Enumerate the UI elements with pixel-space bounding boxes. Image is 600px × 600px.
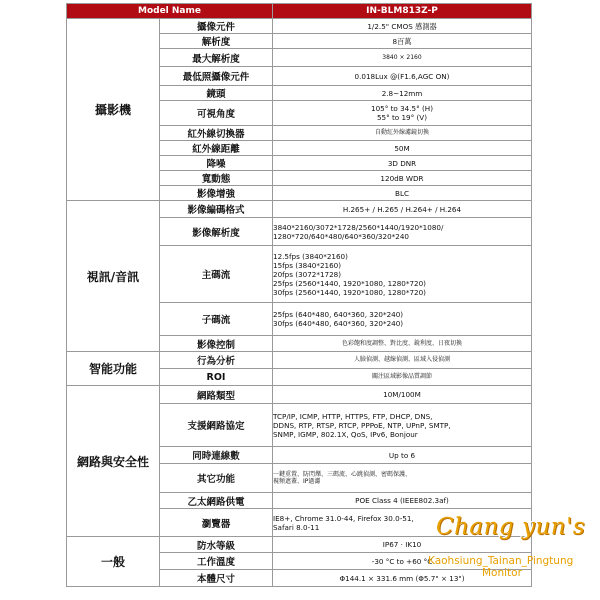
spec-body — [67, 19, 532, 587]
spec-value: TCP/IP, ICMP, HTTP, HTTPS, FTP, DHCP, DNS, DDNS, RTP, RTSP, RTCP, PPPoE, NTP, UPnP, SMTP, SNMP, IGMP, 802.1X, QoS, IPv6, Bonjour — [273, 404, 532, 447]
spec-label: 影像增強 — [160, 186, 273, 201]
spec-value: 色彩飽和度調整、對比度、銳利度、日夜切換 — [273, 336, 532, 352]
spec-label: 寬動態 — [160, 171, 273, 186]
spec-value: 人臉偵測、越線偵測、區域入侵偵測 — [273, 352, 532, 369]
spec-label: 其它功能 — [160, 464, 273, 493]
spec-row — [67, 19, 532, 34]
spec-label: 最大解析度 — [160, 49, 273, 67]
spec-value: 1/2.5" CMOS 感測器 — [273, 19, 532, 34]
category-video-audio: 視訊/音訊 — [67, 201, 160, 352]
watermark-title: Chang yun's — [436, 514, 586, 540]
category-camera: 攝影機 — [67, 19, 160, 201]
spec-value: 3840*2160/3072*1728/2560*1440/1920*1080/ 1280*720/640*480/640*360/320*240 — [273, 218, 532, 246]
spec-label: 防水等級 — [160, 537, 273, 553]
spec-label: 影像解析度 — [160, 218, 273, 246]
spec-label: 影像控制 — [160, 336, 273, 352]
spec-label: 乙太網路供電 — [160, 493, 273, 509]
spec-value: 10M/100M — [273, 386, 532, 404]
spec-label: 紅外線距離 — [160, 141, 273, 156]
spec-value: Φ144.1 × 331.6 mm (Φ5.7" × 13") — [273, 570, 532, 587]
spec-value: Up to 6 — [273, 447, 532, 464]
spec-label: 主碼流 — [160, 246, 273, 303]
spec-label: 解析度 — [160, 34, 273, 49]
spec-label: 可視角度 — [160, 101, 273, 126]
spec-label: 瀏覽器 — [160, 509, 273, 537]
spec-value: 12.5fps (3840*2160) 15fps (3840*2160) 20fps (3072*1728) 25fps (2560*1440, 1920*1080, 1280*720) 30fps (2560*1440, 1920*1080, 1280*720) — [273, 246, 532, 303]
spec-value: BLC — [273, 186, 532, 201]
model-name-header: Model Name — [67, 4, 273, 19]
spec-row — [67, 537, 532, 553]
spec-value: 25fps (640*480, 640*360, 320*240) 30fps (640*480, 640*360, 320*240) — [273, 303, 532, 336]
spec-value: 關注區域影像品質調節 — [273, 369, 532, 386]
spec-value: POE Class 4 (IEEE802.3af) — [273, 493, 532, 509]
model-number-header: IN-BLM813Z-P — [273, 4, 532, 19]
spec-row — [67, 201, 532, 218]
spec-value: 50M — [273, 141, 532, 156]
spec-value: 2.8~12mm — [273, 86, 532, 101]
spec-value: 105° to 34.5° (H) 55° to 19° (V) — [273, 101, 532, 126]
spec-value: 3D DNR — [273, 156, 532, 171]
spec-value: 8百萬 — [273, 34, 532, 49]
spec-label: 子碼流 — [160, 303, 273, 336]
spec-row — [67, 352, 532, 369]
spec-value: 一鍵重置、防閃爍、三碼流、心跳偵測、密碼保護、 視頻遮蓋、IP過濾 — [273, 464, 532, 493]
spec-label: 同時連線數 — [160, 447, 273, 464]
spec-value: 自動紅外線濾鏡切換 — [273, 126, 532, 141]
spec-row — [67, 386, 532, 404]
spec-label: 影像編碼格式 — [160, 201, 273, 218]
watermark-line2: Monitor — [482, 567, 522, 579]
spec-label: 最低照攝像元件 — [160, 67, 273, 86]
spec-value: 3840 × 2160 — [273, 49, 532, 67]
spec-value: 120dB WDR — [273, 171, 532, 186]
spec-label: 工作溫度 — [160, 553, 273, 570]
spec-label: 攝像元件 — [160, 19, 273, 34]
category-smart: 智能功能 — [67, 352, 160, 386]
spec-label: 降噪 — [160, 156, 273, 171]
spec-value: 0.018Lux @(F1.6,AGC ON) — [273, 67, 532, 86]
spec-value: H.265+ / H.265 / H.264+ / H.264 — [273, 201, 532, 218]
spec-label: 支援網路協定 — [160, 404, 273, 447]
spec-value: IE8+, Chrome 31.0-44, Firefox 30.0-51, Safari 8.0-11 — [273, 509, 532, 537]
spec-label: 網路類型 — [160, 386, 273, 404]
spec-label: 本體尺寸 — [160, 570, 273, 587]
category-network: 網路與安全性 — [67, 386, 160, 537]
watermark-line1: Kaohsiung_Tainan_Pingtung — [428, 555, 574, 567]
spec-label: ROI — [160, 369, 273, 386]
spec-table — [66, 3, 532, 587]
spec-value: IP67 · IK10 — [273, 537, 532, 553]
spec-label: 行為分析 — [160, 352, 273, 369]
spec-label: 紅外線切換器 — [160, 126, 273, 141]
spec-label: 鏡頭 — [160, 86, 273, 101]
spec-value: -30 °C to +60 °C — [273, 553, 532, 570]
table-header-row — [67, 4, 532, 19]
category-general: 一般 — [67, 537, 160, 587]
